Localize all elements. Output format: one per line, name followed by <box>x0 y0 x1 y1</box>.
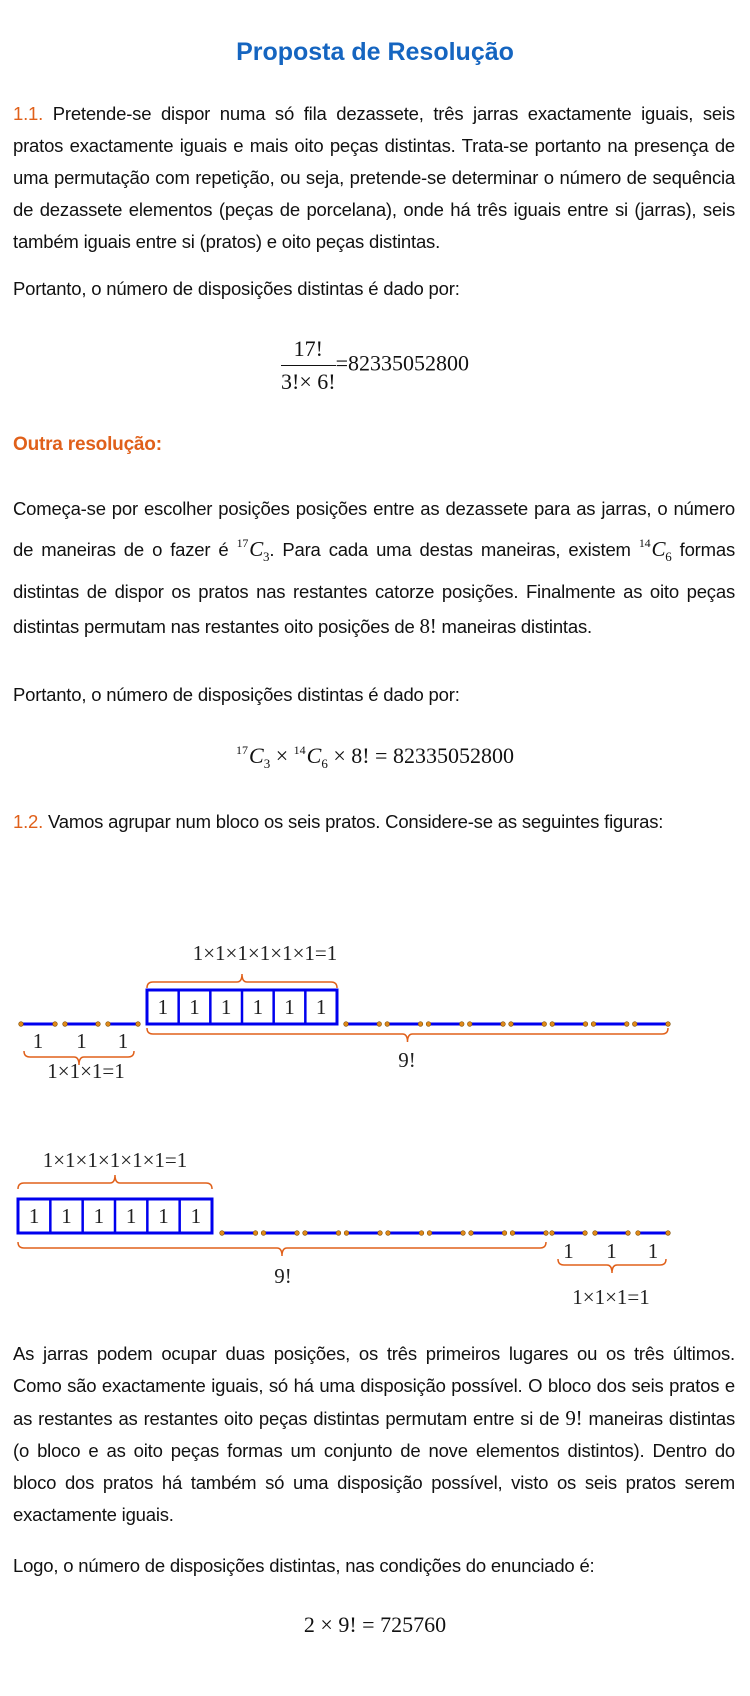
position-dot <box>636 1231 641 1236</box>
block-label: 1×1×1×1×1×1=1 <box>42 1148 188 1172</box>
position-dot <box>295 1231 300 1236</box>
alt-text-1: Começa-se por escolher posições posições entre as dezassete para as jarras, o número de maneiras de o fazer é <box>13 498 735 560</box>
block-cell-value: 1 <box>125 1204 137 1228</box>
b-pre: 14 <box>293 743 306 757</box>
alt-text-2: . Para cada uma destas maneiras, existem <box>269 539 639 560</box>
jar-product-label: 1×1×1=1 <box>47 1059 125 1083</box>
position-dot <box>626 1231 631 1236</box>
position-dot <box>303 1231 308 1236</box>
position-dot <box>426 1022 431 1027</box>
curly-brace <box>147 974 337 988</box>
permutation-label: 9! <box>398 1048 416 1072</box>
c2-pre: 14 <box>638 536 651 550</box>
section-1-2-explanation <box>13 1338 735 1531</box>
position-dot <box>385 1022 390 1027</box>
block-cell-value: 1 <box>284 995 295 1019</box>
section-1-2-intro <box>13 806 735 838</box>
position-dot <box>583 1022 588 1027</box>
position-dot <box>344 1231 349 1236</box>
position-dot <box>427 1231 432 1236</box>
section-text: Pretende-se dispor numa só fila dezassete, três jarras exactamente iguais, seis pratos exactamente iguais e mais oito peças distintas. Trata-se portanto na presença de uma permutação com repetição, ou seja, pretende-se determinar o número de sequência de dezassete elementos (peças de porcelana), onde há três iguais entre si (jarras), seis também iguais entre si (pratos) e oito peças distintas. <box>13 103 735 252</box>
section-intro: Vamos agrupar num bloco os seis pratos. Considere-se as seguintes figuras: <box>48 811 664 832</box>
a-pre: 17 <box>236 743 249 757</box>
position-dot <box>544 1231 549 1236</box>
b-sub: 6 <box>321 756 328 771</box>
position-dot <box>136 1022 141 1027</box>
c2-letter: C <box>651 537 666 561</box>
position-dot <box>419 1231 424 1236</box>
block-cell-value: 1 <box>252 995 264 1019</box>
c1-letter: C <box>249 537 264 561</box>
position-dot <box>261 1231 266 1236</box>
jar-product-label: 1×1×1=1 <box>572 1285 650 1309</box>
page-title: Proposta de Resolução <box>236 38 514 66</box>
position-dot <box>53 1022 58 1027</box>
position-dot <box>510 1231 515 1236</box>
position-dot <box>502 1231 507 1236</box>
times-sign: × <box>270 743 294 768</box>
formula-combinations <box>0 743 750 772</box>
position-dot <box>378 1231 383 1236</box>
position-dot <box>583 1231 588 1236</box>
curly-brace <box>18 1242 546 1256</box>
section-number: 1.1. <box>13 103 44 124</box>
block-cell-value: 1 <box>158 1204 169 1228</box>
block-cell-value: 1 <box>315 995 327 1019</box>
a-sub: 3 <box>263 756 271 771</box>
alt-paragraph <box>13 491 735 644</box>
position-dot <box>418 1022 423 1027</box>
block-cell-value: 1 <box>220 995 232 1019</box>
formula-permutation <box>0 336 750 395</box>
jar-value: 1 <box>76 1029 87 1053</box>
figure-2-diagram <box>0 1140 750 1320</box>
block-cell-value: 1 <box>189 995 200 1019</box>
combination-14-6 <box>638 536 672 564</box>
position-dot <box>666 1022 671 1027</box>
conclusion-text: Portanto, o número de disposições distintas é dado por: <box>13 278 460 299</box>
jar-value: 1 <box>606 1239 617 1263</box>
position-dot <box>63 1022 68 1027</box>
position-dot <box>96 1022 101 1027</box>
alt-text-3: formas distintas de dispor os pratos nas restantes catorze posições. Finalmente as oito peças distintas permutam nas restantes oito posições de <box>13 539 735 637</box>
combination-17-3 <box>236 536 270 564</box>
explanation-text-1: As jarras podem ocupar duas posições, os três primeiros lugares ou os três últimos. Como são exactamente iguais, só há uma disposição possível. O bloco dos seis pratos e as restantes as restantes oito peças distintas permutam entre si de <box>13 1343 735 1429</box>
position-dot <box>459 1022 464 1027</box>
position-dot <box>19 1022 24 1027</box>
permutation-label: 9! <box>274 1264 292 1288</box>
jar-value: 1 <box>563 1239 574 1263</box>
position-dot <box>386 1231 391 1236</box>
section-1-1-paragraph <box>13 98 735 258</box>
block-cell-value: 1 <box>190 1204 202 1228</box>
position-dot <box>593 1231 598 1236</box>
alt-heading <box>13 428 735 461</box>
position-dot <box>467 1022 472 1027</box>
position-dot <box>461 1231 466 1236</box>
numerator: 17! <box>281 336 336 366</box>
jar-value: 1 <box>117 1029 129 1053</box>
position-dot <box>344 1022 349 1027</box>
position-dot <box>253 1231 258 1236</box>
curly-brace <box>147 1028 668 1042</box>
position-dot <box>591 1022 596 1027</box>
alt-heading-text: Outra resolução: <box>13 434 162 455</box>
figure-1-diagram <box>0 930 750 1110</box>
a-letter: C <box>249 743 264 768</box>
block-cell-value: 1 <box>28 1204 40 1228</box>
position-dot <box>542 1022 547 1027</box>
position-dot <box>550 1231 555 1236</box>
position-dot <box>632 1022 637 1027</box>
jar-value: 1 <box>647 1239 659 1263</box>
alt-text-4: maneiras distintas. <box>436 616 592 637</box>
factorial-9: 9! <box>565 1406 583 1430</box>
position-dot <box>220 1231 225 1236</box>
position-dot <box>106 1022 111 1027</box>
position-dot <box>666 1231 671 1236</box>
block-label: 1×1×1×1×1×1=1 <box>192 941 338 965</box>
final-conclusion-text: Logo, o número de disposições distintas, nas condições do enunciado é: <box>13 1555 595 1576</box>
jar-value: 1 <box>32 1029 44 1053</box>
factorial-8: 8! <box>419 614 437 638</box>
c1-pre: 17 <box>236 536 249 550</box>
position-dot <box>469 1231 474 1236</box>
block-cell-value: 1 <box>93 1204 105 1228</box>
alt-conclusion-text: Portanto, o número de disposições distintas é dado por: <box>13 684 460 705</box>
final-formula: 2 × 9! = 725760 <box>303 1612 447 1637</box>
formula-tail: × 8! = 82335052800 <box>327 743 514 768</box>
position-dot <box>501 1022 506 1027</box>
section-number: 1.2. <box>13 811 44 832</box>
position-dot <box>550 1022 555 1027</box>
c1-sub: 3 <box>263 549 270 564</box>
block-cell-value: 1 <box>61 1204 72 1228</box>
b-letter: C <box>306 743 322 768</box>
curly-brace <box>18 1175 212 1189</box>
equals-sign: = <box>335 350 348 376</box>
formula-result: 82335052800 <box>347 350 469 376</box>
position-dot <box>377 1022 382 1027</box>
explanation-text-2: maneiras distintas (o bloco e as oito peças formas um conjunto de nove elementos distintos). Dentro do bloco dos pratos há também só uma disposição possível, visto os seis pratos serem exactamente iguais. <box>13 1408 735 1525</box>
position-dot <box>336 1231 341 1236</box>
c2-sub: 6 <box>665 549 672 564</box>
position-dot <box>509 1022 514 1027</box>
denominator: 3!× 6! <box>281 369 336 394</box>
fraction <box>281 336 336 395</box>
block-cell-value: 1 <box>157 995 169 1019</box>
position-dot <box>624 1022 629 1027</box>
